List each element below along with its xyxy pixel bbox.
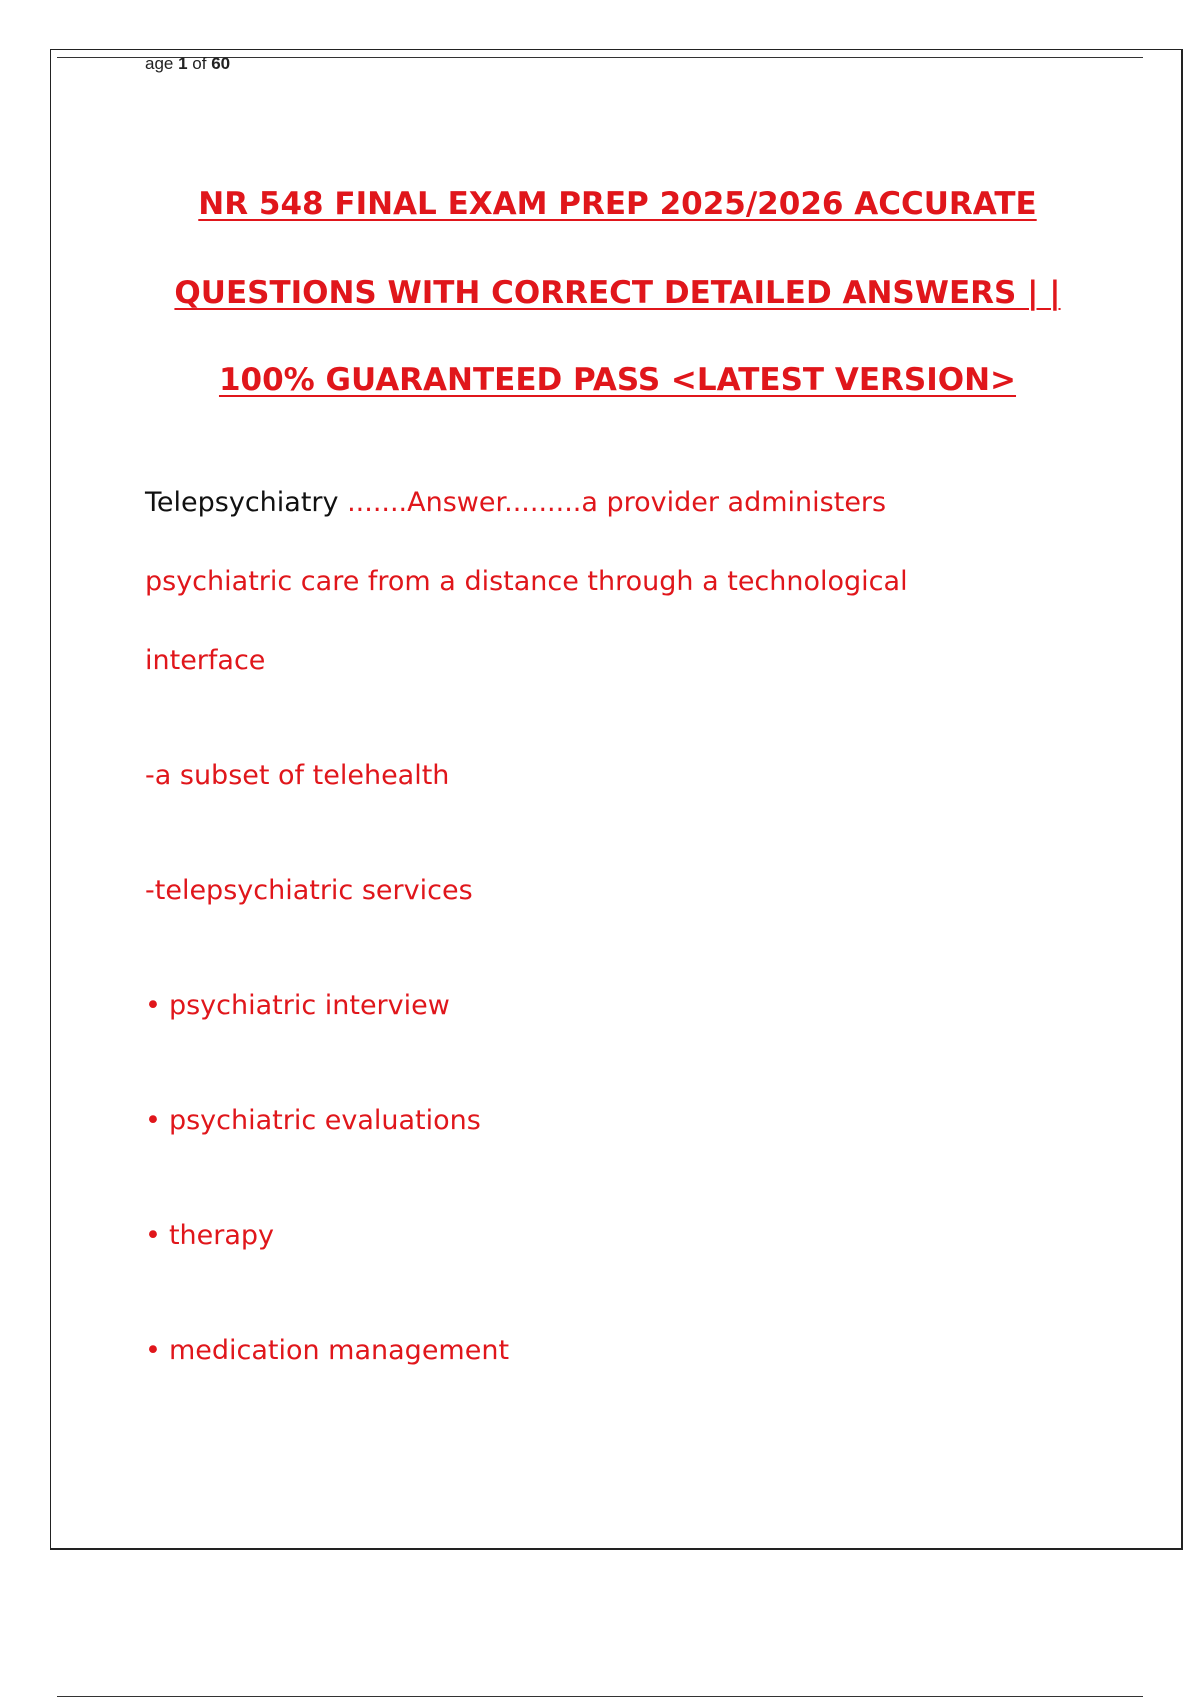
bullet-text: therapy [168,1220,275,1251]
bullet-text: medication management [168,1335,510,1366]
bullet-icon: • [145,1105,161,1136]
page-of: of [187,54,212,73]
footer-rule [57,1696,1143,1697]
title-line-3: 100% GUARANTEED PASS <LATEST VERSION> [218,362,1017,398]
bullet-text: psychiatric interview [168,990,450,1021]
dash-item: -telepsychiatric services [145,875,473,906]
page-total: 60 [211,54,231,73]
bullet-item [145,989,450,1023]
page-counter [145,54,230,74]
answer-line-3: interface [145,645,266,676]
page-prefix: age [145,54,179,73]
bullet-text: psychiatric evaluations [168,1105,481,1136]
bullet-item [145,1104,481,1138]
title-line-2: QUESTIONS WITH CORRECT DETAILED ANSWERS | | [174,275,1061,311]
dash-item: -a subset of telehealth [145,760,450,791]
bullet-item [145,1334,509,1368]
bullet-icon: • [145,1335,161,1366]
answer-line-1: .......Answer.........a provider administers [338,487,887,518]
bullet-icon: • [145,1220,161,1251]
title-line-1: NR 548 FINAL EXAM PREP 2025/2026 ACCURATE [198,186,1037,222]
bullet-icon: • [145,990,161,1021]
bullet-item [145,1219,274,1253]
answer-line-2: psychiatric care from a distance through a technological [145,566,908,597]
page-current: 1 [178,54,188,73]
qa-first-line [145,486,886,520]
term: Telepsychiatry [145,487,339,518]
